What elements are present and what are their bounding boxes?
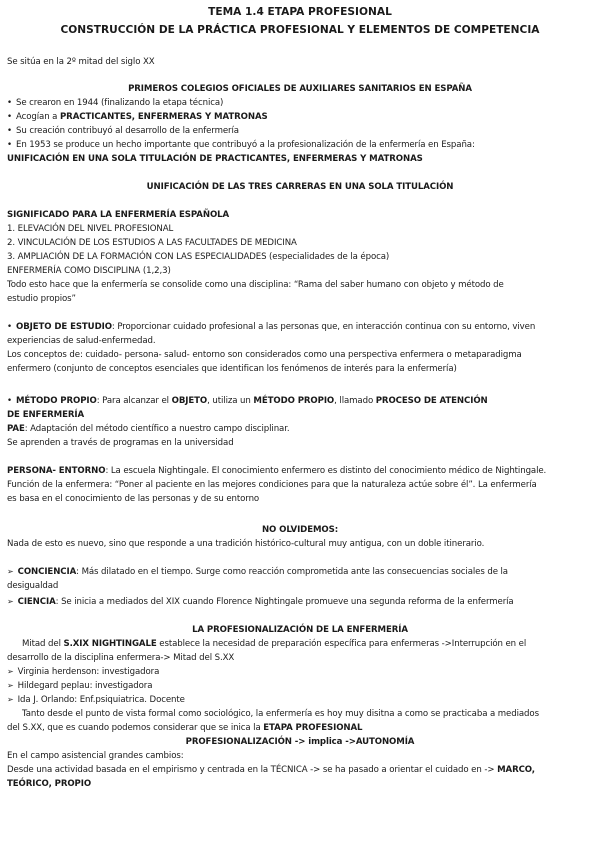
colegios-bullet-1: • Se crearon en 1944 (finalizando la etapa técnica) [7, 97, 223, 109]
significado-heading: SIGNIFICADO PARA LA ENFERMERÍA ESPAÑOLA [7, 210, 230, 220]
colegios-bullet-2: • Acogían a PRACTICANTES, ENFERMERAS Y MATRONAS [7, 111, 268, 123]
significado-item-2: 2. VINCULACIÓN DE LOS ESTUDIOS A LAS FACULTADES DE MEDICINA [7, 238, 297, 248]
objeto-line-4: enfermero (conjunto de conceptos esenciales que identifican los fenómenos de interés para la enfermería) [7, 364, 457, 374]
page-title: TEMA 1.4 ETAPA PROFESIONAL [208, 6, 392, 18]
metodo-line-4: Se aprenden a través de programas en la universidad [7, 438, 234, 448]
autonomia-formula: PROFESIONALIZACIÓN -> implica ->AUTONOMÍA [185, 737, 415, 747]
persona-line-1: PERSONA- ENTORNO: La escuela Nightingale. El conocimiento enfermero es distinto del conocimiento médico de Nightingale. [7, 466, 547, 476]
colegios-bullet-3: • Su creación contribuyó al desarrollo de la enfermería [7, 125, 239, 137]
etapa-paragraph-1: Tanto desde el punto de vista formal como sociológico, la enfermería es hoy muy disitna a como se practicaba a mediados [22, 709, 539, 719]
disciplina-paragraph-2: estudio propios” [7, 294, 76, 304]
unificacion-heading: UNIFICACIÓN DE LAS TRES CARRERAS EN UNA SOLA TITULACIÓN [146, 182, 454, 192]
objeto-line-3: Los conceptos de: cuidado- persona- salud- entorno son considerados como una perspectiva enfermera o metaparadigma [7, 350, 522, 360]
cuidado-line-2: TEÓRICO, PROPIO [7, 779, 92, 789]
profesionalizacion-line-1: Mitad del S.XIX NIGHTINGALE establece la necesidad de preparación específica para enfermeras ->Interrupción en el [22, 639, 527, 649]
objeto-line-2: experiencias de salud-enfermedad. [7, 336, 156, 346]
page-subtitle: CONSTRUCCIÓN DE LA PRÁCTICA PROFESIONAL Y ELEMENTOS DE COMPETENCIA [60, 24, 540, 36]
significado-item-3: 3. AMPLIACIÓN DE LA FORMACIÓN CON LAS ESPECIALIDADES (especialidades de la época) [7, 252, 390, 262]
intro-text: Se sitúa en la 2º mitad del siglo XX [7, 57, 155, 67]
olvidemos-heading: NO OLVIDEMOS: [261, 525, 339, 535]
metodo-line-2: DE ENFERMERÍA [7, 410, 85, 420]
objeto-line-1: • OBJETO DE ESTUDIO: Proporcionar cuidado profesional a las personas que, en interacción continua con su entorno, viven [7, 321, 535, 333]
author-ida: ➢ Ida J. Orlando: Enf.psiquiatrica. Docente [7, 694, 185, 706]
olvidemos-text: Nada de esto es nuevo, sino que responde a una tradición histórico-cultural muy antigua, con un doble itinerario. [7, 539, 485, 549]
persona-line-2: Función de la enfermera: “Poner al paciente en las mejores condiciones para que la naturaleza actúe sobre él”. La enfermería [7, 480, 537, 490]
etapa-paragraph-2: del S.XX, que es cuando podemos considerar que se inica la ETAPA PROFESIONAL [7, 723, 363, 733]
asistencial-line: En el campo asistencial grandes cambios: [7, 751, 184, 761]
ciencia-line: ➢ CIENCIA: Se inicia a mediados del XIX cuando Florence Nightingale promueve una segunda reforma de la enfermería [7, 596, 514, 608]
author-virginia: ➢ Virginia herdenson: investigadora [7, 666, 159, 678]
significado-item-1: 1. ELEVACIÓN DEL NIVEL PROFESIONAL [7, 224, 174, 234]
disciplina-paragraph-1: Todo esto hace que la enfermería se consolide como una disciplina: “Rama del saber humano con objeto y método de [7, 280, 504, 290]
profesionalizacion-line-2: desarrollo de la disciplina enfermera-> Mitad del S.XX [7, 653, 235, 663]
author-hildegard: ➢ Hildegard peplau: investigadora [7, 680, 152, 692]
metodo-line-1: • MÉTODO PROPIO: Para alcanzar el OBJETO, utiliza un MÉTODO PROPIO, llamado PROCESO DE ATENCIÓN [7, 395, 488, 407]
conciencia-line-1: ➢ CONCIENCIA: Más dilatado en el tiempo. Surge como reacción comprometida ante las consecuencias sociales de la [7, 566, 508, 578]
persona-line-3: es basa en el conocimiento de las personas y de su entorno [7, 494, 260, 504]
pae-line: PAE: Adaptación del método científico a nuestro campo disciplinar. [7, 424, 290, 434]
profesionalizacion-heading: LA PROFESIONALIZACIÓN DE LA ENFERMERÍA [192, 625, 408, 635]
colegios-heading: PRIMEROS COLEGIOS OFICIALES DE AUXILIARES SANITARIOS EN ESPAÑA [128, 84, 472, 94]
disciplina-line: ENFERMERÍA COMO DISCIPLINA (1,2,3) [7, 266, 171, 276]
colegios-bullet-4: • En 1953 se produce un hecho importante que contribuyó a la profesionalización de la enfermería en España: [7, 139, 475, 151]
unificacion-statement: UNIFICACIÓN EN UNA SOLA TITULACIÓN DE PRACTICANTES, ENFERMERAS Y MATRONAS [7, 154, 423, 164]
conciencia-line-2: desigualdad [7, 581, 59, 591]
cuidado-line-1: Desde una actividad basada en el empirismo y centrada en la TÉCNICA -> se ha pasado a orientar el cuidado en -> MARCO, [7, 765, 535, 775]
